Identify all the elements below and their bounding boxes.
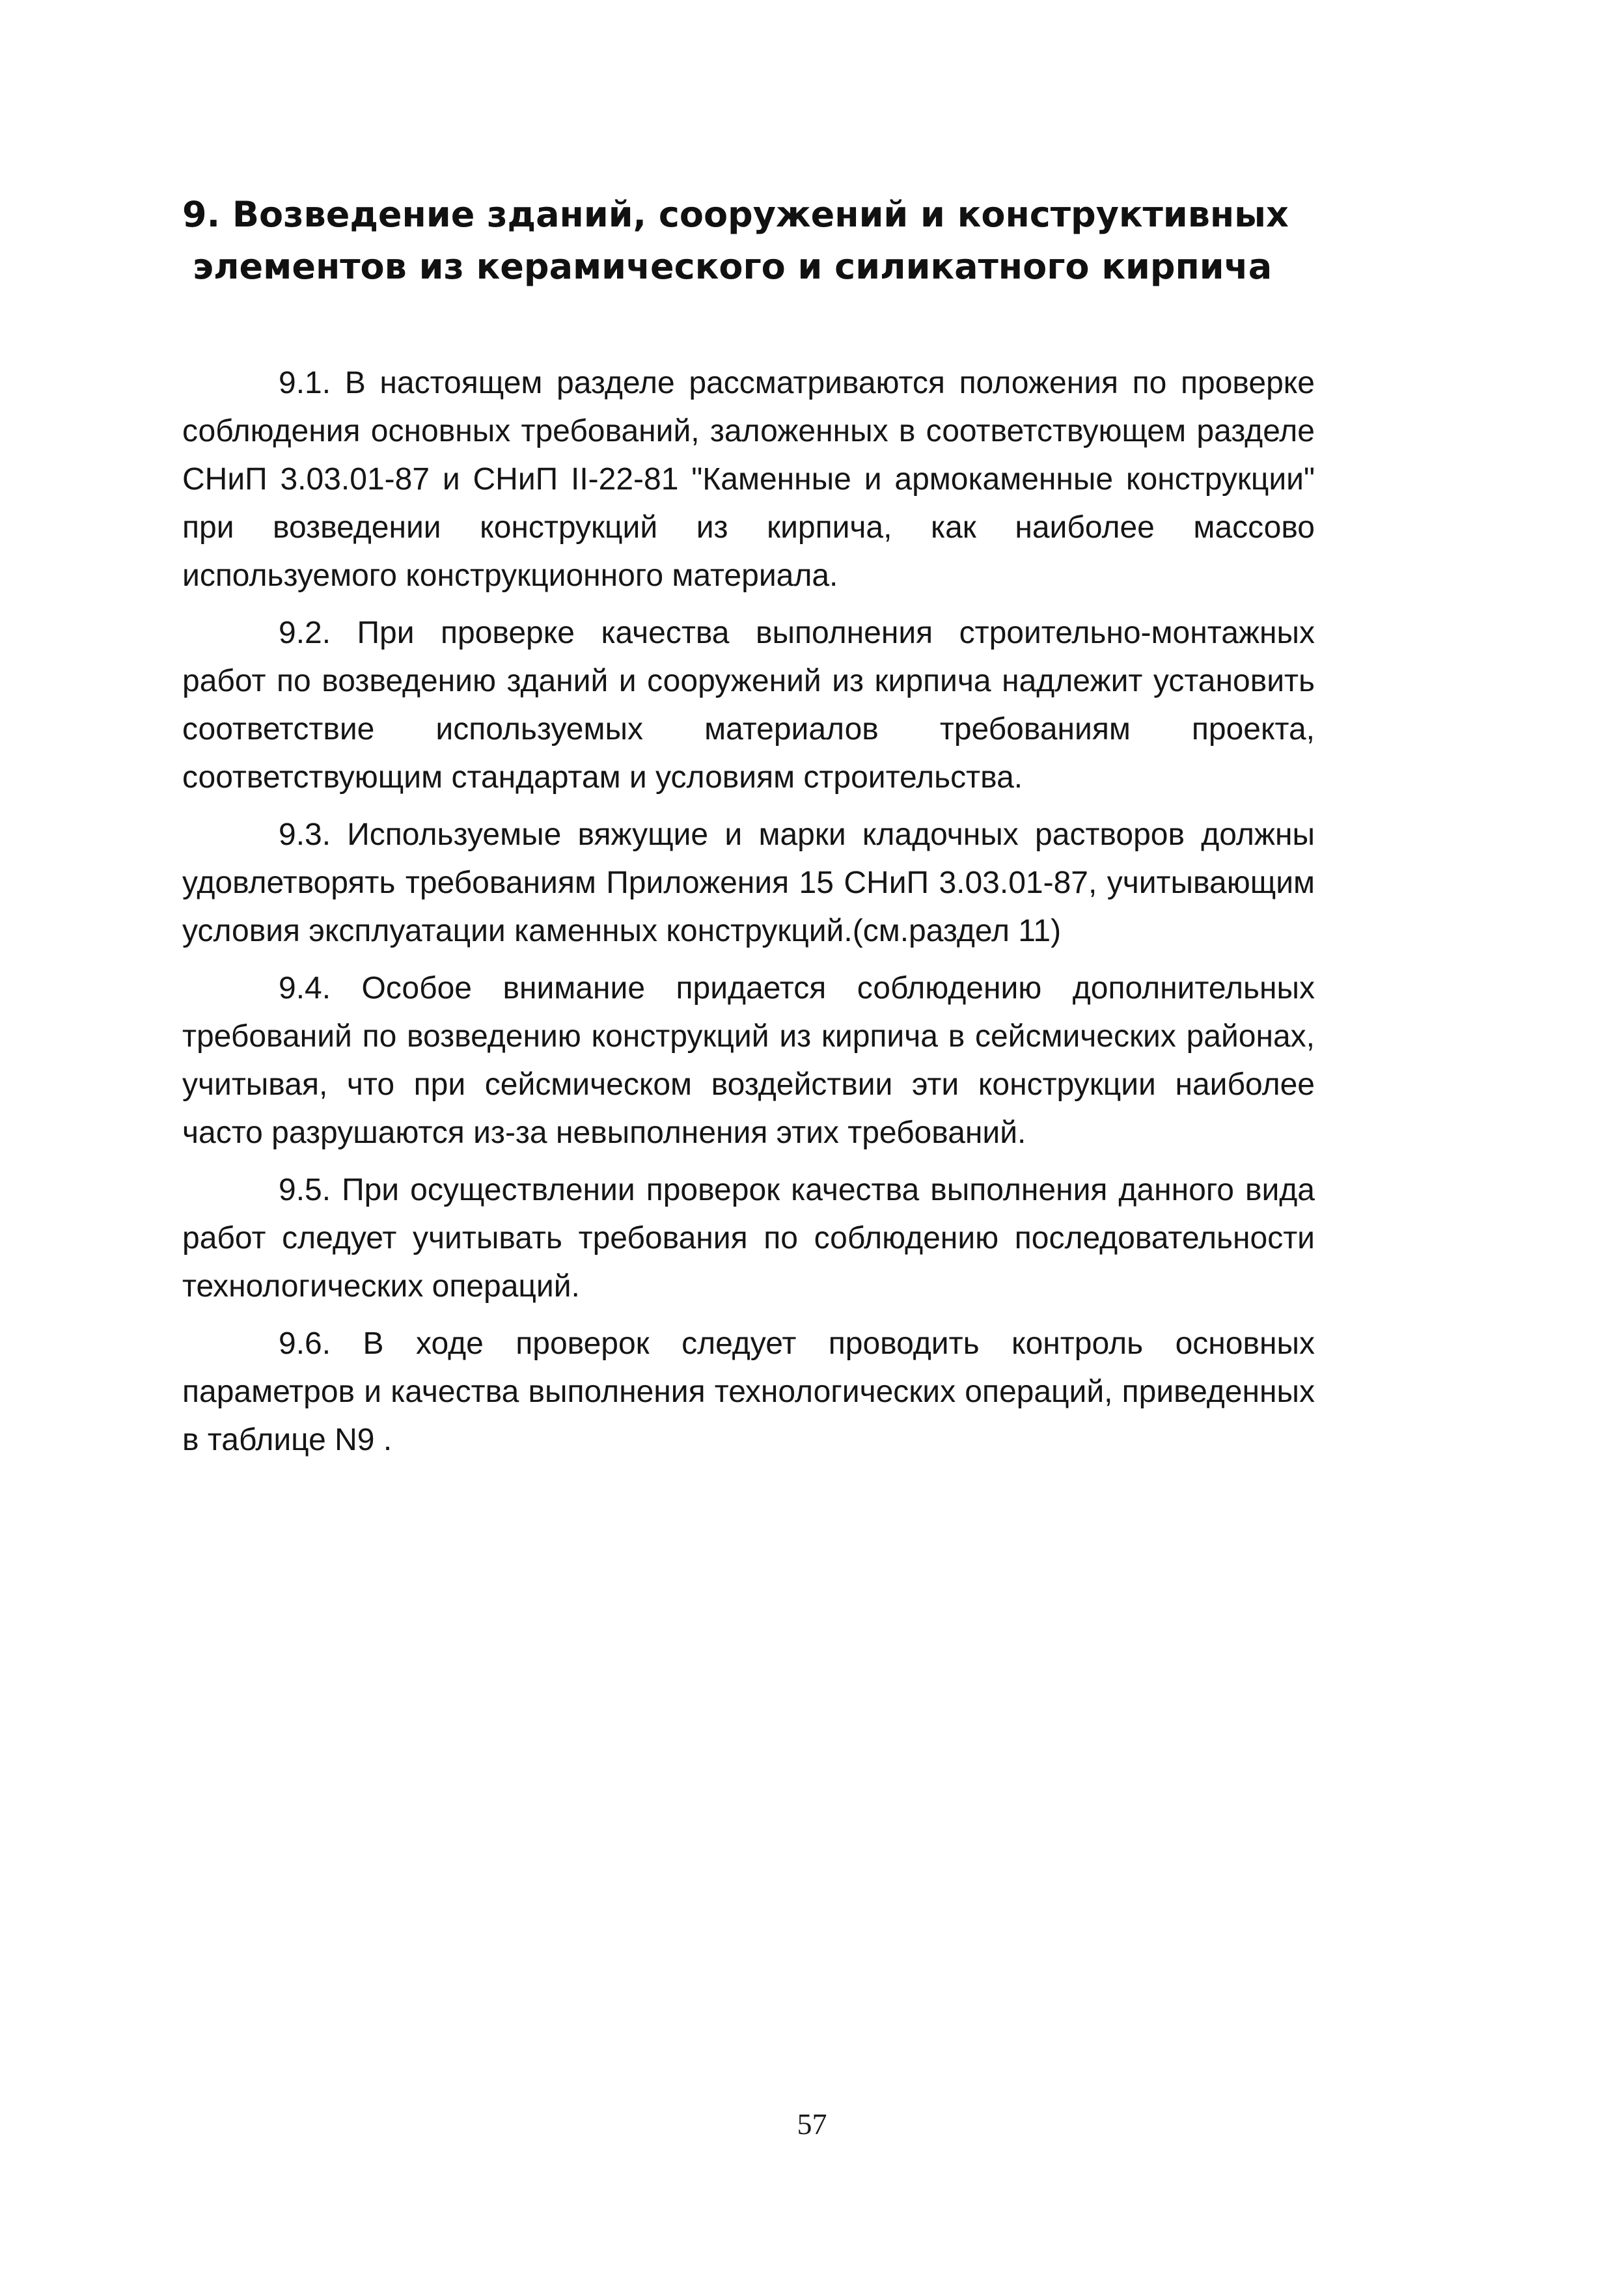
page-number: 57 [797, 2107, 827, 2141]
section-title-line-1: 9. Возведение зданий, сооружений и конструктивных [182, 194, 1289, 235]
section-body [182, 359, 1315, 1464]
paragraph-9-5: 9.5. При осуществлении проверок качества выполнения данного вида работ следует учитывать требования по соблюдению последовательности технологических операций. [182, 1173, 1315, 1304]
paragraph-9-6: 9.6. В ходе проверок следует проводить контроль основных параметров и качества выполнения технологических операций, приведенных в таблице N9 . [182, 1326, 1315, 1457]
paragraph-9-1: 9.1. В настоящем разделе рассматриваются положения по проверке соблюдения основных требований, заложенных в соответствующем разделе СНиП 3.03.01-87 и СНиП II-22-81 "Каменные и армокаменные конструкции" при возведении конструкций из кирпича, как наиболее массово используемого конструкционного материала. [182, 366, 1315, 593]
section-title-line-2: элементов из керамического и силикатного кирпича [193, 246, 1273, 287]
paragraph-9-4: 9.4. Особое внимание придается соблюдению дополнительных требований по возведению конструкций из кирпича в сейсмических районах, учитывая, что при сейсмическом воздействии эти конструкции наиболее часто разрушаются из-за невыполнения этих требований. [182, 971, 1315, 1150]
paragraph-9-3: 9.3. Используемые вяжущие и марки кладочных растворов должны удовлетворять требованиям Приложения 15 СНиП 3.03.01-87, учитывающим условия эксплуатации каменных конструкций.(см.раздел 11) [182, 817, 1315, 948]
paragraph-9-2: 9.2. При проверке качества выполнения строительно-монтажных работ по возведению зданий и сооружений из кирпича надлежит установить соответствие используемых материалов требованиям проекта, соответствующим стандартам и условиям строительства. [182, 616, 1315, 795]
section-title [182, 189, 1315, 293]
